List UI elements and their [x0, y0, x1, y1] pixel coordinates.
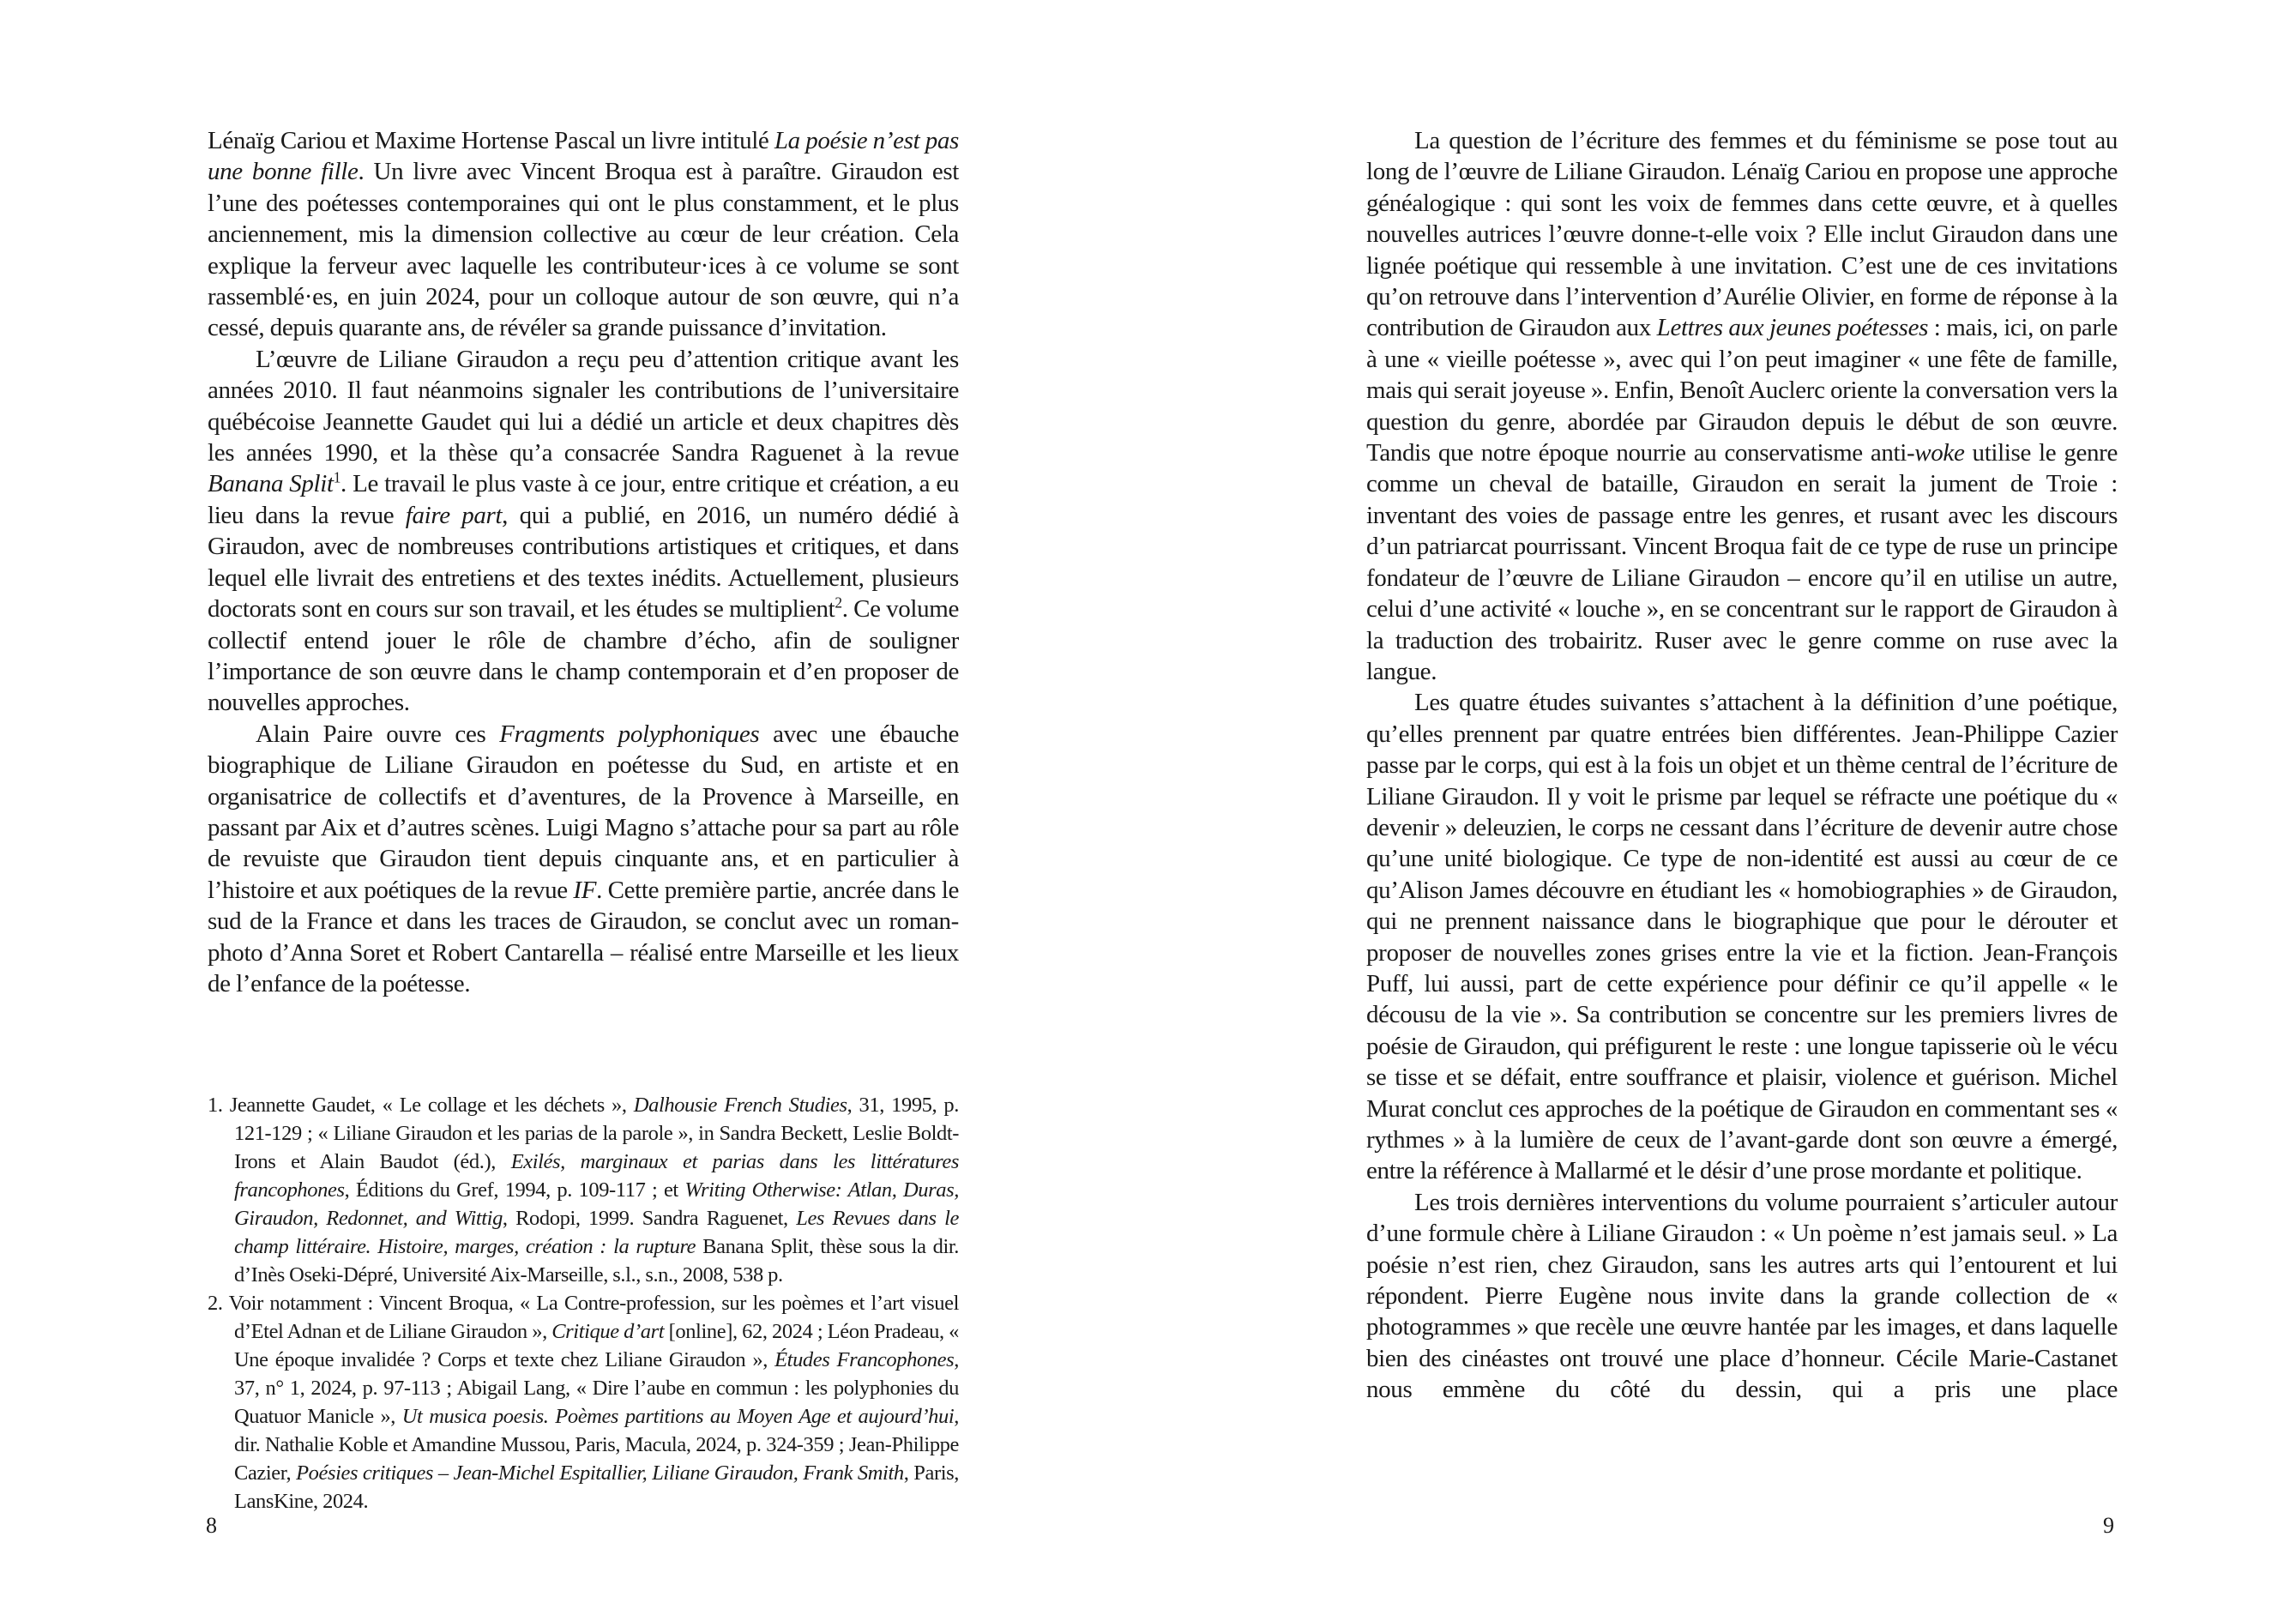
- text-run: avec une ébauche biographique de Liliane Giraudon en poétesse du Sud, en artiste et en organisatrice de collectifs et d’aventures, de la Provence à Marseille, en passant par Aix et d’autres scènes. Luigi Magno s’attache pour sa part au rôle de revuiste que Giraudon tient depuis cinquante ans, et en particulier à l’histoire et aux poétiques de la revue: [208, 720, 959, 904]
- paragraph: [1366, 687, 2118, 1187]
- footnote: [208, 1289, 959, 1516]
- italic-text: Dalhousie French Studies: [633, 1094, 847, 1117]
- italic-text: Banana Split: [208, 470, 334, 498]
- text-run: La question de l’écriture des femmes et du féminisme se pose tout au long de l’œuvre de Liliane Giraudon. Lénaïg Cariou en propose une approche généalogique : qui sont les voix de femmes dans cette œuvre, et à quelles nouvelles autrices l’œuvre donne-t-elle voix ? Elle inclut Giraudon dans une lignée poétique qui ressemble à une invitation. C’est une de ces invitations qu’on retrouve dans l’intervention d’Aurélie Olivier, en forme de réponse à la contribution de Giraudon aux: [1366, 127, 2118, 342]
- italic-text: faire part: [405, 501, 503, 529]
- italic-text: Exilés, marginaux et parias dans les littératures francophones: [234, 1150, 959, 1202]
- text-run: 1. Jeannette Gaudet, « Le collage et les déchets »,: [208, 1094, 634, 1117]
- text-run: Les quatre études suivantes s’attachent à la définition d’une poétique, qu’elles prennent par quatre entrées bien différentes. Jean-Philippe Cazier passe par le corps, qui est à la fois un objet et un thème central de l’écriture de Liliane Giraudon. Il y voit le prisme par lequel se réfracte une poétique du « devenir » deleuzien, le corps ne cessant dans l’écriture de devenir autre chose qu’une unité biologique. Ce type de non-identité est aussi au cœur de ce qu’Alison James découvre en étudiant les « homobiographies » de Giraudon, qui ne prennent naissance dans le biographique que pour le dérouter et proposer de nouvelles zones grises entre la vie et la fiction. Jean-François Puff, lui aussi, part de cette expérience pour définir ce qu’il appelle « le décousu de la vie ». Sa contribution se concentre sur les premiers livres de poésie de Giraudon, qui préfigurent le reste : une longue tapisserie où le vécu se tisse et se défait, entre souffrance et plaisir, violence et guérison. Michel Murat conclut ces approches de la poétique de Giraudon en commentant ses « rythmes » à la lumière de ceux de l’avant-garde dont son œuvre a émergé, entre la référence à Mallarmé et le désir d’une prose mordante et politique.: [1366, 689, 2118, 1185]
- italic-text: woke: [1914, 439, 1965, 467]
- italic-text: Ut musica poesis. Poèmes partitions au Moyen Age et aujourd’hui: [401, 1405, 955, 1428]
- text-run: , 37, n° 1, 2024, p. 97-113 ; Abigail Lang, « Dire l’aube en commun : les polyphonies du Quatuor Manicle »,: [234, 1348, 959, 1428]
- text-run: , 31, 1995, p. 121-129 ; « Liliane Giraudon et les parias de la parole », in Sandra Beckett, Leslie Boldt-Irons et Alain Baudot (éd.),: [234, 1094, 959, 1173]
- text-run: , Éditions du Gref, 1994, p. 109-117 ; et: [344, 1178, 685, 1202]
- right-page-body: [1366, 125, 2118, 1406]
- italic-text: La poésie n’est pas une bonne fille: [208, 127, 959, 186]
- text-run: 2. Voir notamment : Vincent Broqua, « La Contre-profession, sur les poèmes et l’art visuel d’Etel Adnan et de Liliane Giraudon »,: [208, 1292, 959, 1343]
- paragraph: [208, 719, 959, 1000]
- footnote: [208, 1091, 959, 1289]
- italic-text: IF: [573, 876, 597, 904]
- page-number-right: 9: [2103, 1513, 2114, 1538]
- paragraph: [208, 125, 959, 344]
- footnote-ref: 2: [835, 594, 842, 612]
- text-run: utilise le genre comme un cheval de bataille, Giraudon en serait la jument de Troie : inventant des voies de passage entre les genres, et rusant avec les discours d’un patriarcat pourrissant. Vincent Broqua fait de ce type de ruse un principe fondateur de l’œuvre de Liliane Giraudon – encore qu’il en utilise un autre, celui d’une activité « louche », en se concentrant sur le rapport de Giraudon à la traduction des trobairitz. Ruser avec le genre comme on ruse avec la langue.: [1366, 439, 2118, 685]
- text-run: . Un livre avec Vincent Broqua est à paraître. Giraudon est l’une des poétesses contemporaines qui ont le plus constamment, et le plus anciennement, mis la dimension collective au cœur de leur création. Cela explique la ferveur avec laquelle les contributeur·ices à ce volume se sont rassemblé·es, en juin 2024, pour un colloque autour de son œuvre, qui n’a cessé, depuis quarante ans, de révéler sa grande puissance d’invitation.: [208, 158, 959, 342]
- text-run: . Le travail le plus vaste à ce jour, entre critique et création, a eu lieu dans la revue: [208, 470, 959, 529]
- italic-text: Writing Otherwise: Atlan, Duras, Giraudon, Redonnet, and Wittig: [234, 1178, 959, 1230]
- text-run: Alain Paire ouvre ces: [256, 720, 500, 748]
- text-run: , Paris, LansKine, 2024.: [234, 1461, 959, 1513]
- italic-text: Études Francophones: [774, 1348, 955, 1371]
- text-run: Banana Split, thèse sous la dir. d’Inès Oseki-Dépré, Université Aix-Marseille, s.l., s.n., 2008, 538 p.: [234, 1235, 959, 1287]
- text-run: Lénaïg Cariou et Maxime Hortense Pascal un livre intitulé: [208, 127, 774, 154]
- footnote-ref: 1: [333, 468, 341, 486]
- left-page-body: [208, 125, 959, 999]
- italic-text: Critique d’art: [551, 1320, 665, 1343]
- text-run: : mais, ici, on parle à une « vieille poétesse », avec qui l’on peut imaginer « une fête de famille, mais qui serait joyeuse ». Enfin, Benoît Auclerc oriente la conversation vers la question du genre, abordée par Giraudon depuis le début de son œuvre. Tandis que notre époque nourrie au conservatisme anti-: [1366, 314, 2118, 467]
- italic-text: Fragments polyphoniques: [499, 720, 760, 748]
- paragraph: [208, 344, 959, 719]
- text-run: Les trois dernières interventions du volume pourraient s’articuler autour d’une formule chère à Liliane Giraudon : « Un poème n’est jamais seul. » La poésie n’est rien, chez Giraudon, sans les autres arts qui l’entourent et lui répondent. Pierre Eugène nous invite dans la grande collection de « photogrammes » que recèle une œuvre hantée par les images, et dans laquelle bien des cinéastes ont trouvé une place d’honneur. Cécile Marie-Castanet nous emmène du côté du dessin, qui a pris une place: [1366, 1188, 2118, 1404]
- italic-text: Les Revues dans le champ littéraire. Histoire, marges, création : la rupture: [234, 1207, 959, 1258]
- text-run: . Cette première partie, ancrée dans le sud de la France et dans les traces de Giraudon, se conclut avec un roman-photo d’Anna Soret et Robert Cantarella – réalisé entre Marseille et les lieux de l’enfance de la poétesse.: [208, 876, 959, 997]
- italic-text: Poésies critiques – Jean-Michel Espitallier, Liliane Giraudon, Frank Smith: [296, 1461, 904, 1485]
- text-run: , qui a publié, en 2016, un numéro dédié à Giraudon, avec de nombreuses contributions artistiques et critiques, et dans lequel elle livrait des entretiens et des textes inédits. Actuellement, plusieurs doctorats sont en cours sur son travail, et les études se multiplient: [208, 501, 959, 624]
- text-run: [online], 62, 2024 ; Léon Pradeau, « Une époque invalidée ? Corps et texte chez Liliane Giraudon »,: [234, 1320, 959, 1371]
- page-number-left: 8: [206, 1513, 217, 1538]
- text-run: , Rodopi, 1999. Sandra Raguenet,: [502, 1207, 797, 1230]
- text-run: . Ce volume collectif entend jouer le rôle de chambre d’écho, afin de souligner l’importance de son œuvre dans le champ contemporain et d’en proposer de nouvelles approches.: [208, 595, 960, 717]
- text-run: , dir. Nathalie Koble et Amandine Mussou, Paris, Macula, 2024, p. 324-359 ; Jean-Philippe Cazier,: [234, 1405, 959, 1485]
- paragraph: [1366, 125, 2118, 687]
- text-run: L’œuvre de Liliane Giraudon a reçu peu d’attention critique avant les années 2010. Il faut néanmoins signaler les contributions de l’universitaire québécoise Jeannette Gaudet qui lui a dédié un article et deux chapitres dès les années 1990, et la thèse qu’a consacrée Sandra Raguenet à la revue: [208, 345, 959, 467]
- italic-text: Lettres aux jeunes poétesses: [1656, 314, 1929, 342]
- left-page-footnotes: [208, 1091, 959, 1516]
- paragraph: [1366, 1187, 2118, 1406]
